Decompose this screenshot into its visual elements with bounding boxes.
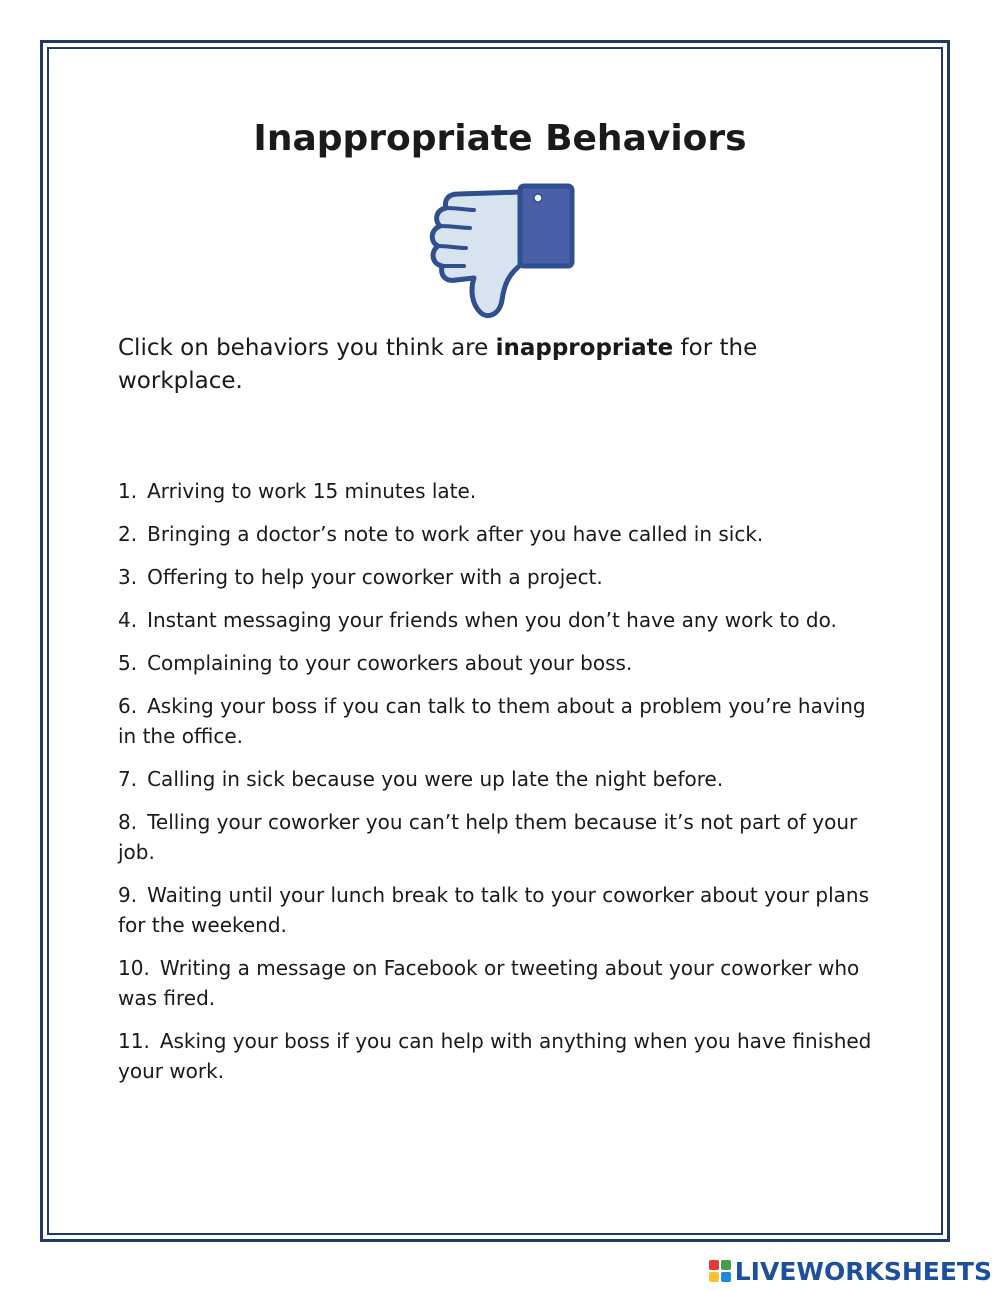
- behavior-item-8[interactable]: 8. Telling your coworker you can’t help them because it’s not part of your job.: [118, 810, 858, 864]
- behavior-item-2[interactable]: 2. Bringing a doctor’s note to work after you have called in sick.: [118, 522, 764, 546]
- instructions-text: Click on behaviors you think are inappropriate for the workplace.: [118, 335, 758, 394]
- behavior-item-3[interactable]: 3. Offering to help your coworker with a project.: [118, 565, 603, 589]
- logo-block: [709, 1272, 719, 1282]
- thumbs-down-icon: [418, 180, 578, 320]
- logo-block: [721, 1260, 731, 1270]
- logo-blocks-icon: [709, 1260, 731, 1282]
- behavior-item-1[interactable]: 1. Arriving to work 15 minutes late.: [118, 479, 477, 503]
- behavior-item-7[interactable]: 7. Calling in sick because you were up late the night before.: [118, 767, 724, 791]
- behavior-item-6[interactable]: 6. Asking your boss if you can talk to them about a problem you’re having in the office.: [118, 694, 866, 748]
- behavior-item-10[interactable]: 10. Writing a message on Facebook or tweeting about your coworker who was fired.: [118, 956, 860, 1010]
- behavior-item-5[interactable]: 5. Complaining to your coworkers about your boss.: [118, 651, 633, 675]
- logo-block: [709, 1260, 719, 1270]
- behavior-item-11[interactable]: 11. Asking your boss if you can help with anything when you have finished your work.: [118, 1029, 872, 1083]
- instructions-emphasis: inappropriate: [495, 335, 674, 361]
- logo-block: [721, 1272, 731, 1282]
- behavior-item-4[interactable]: 4. Instant messaging your friends when you don’t have any work to do.: [118, 608, 837, 632]
- behavior-item-9[interactable]: 9. Waiting until your lunch break to talk to your coworker about your plans for the weekend.: [118, 883, 870, 937]
- liveworksheets-logo: [709, 1256, 992, 1286]
- behavior-list: [118, 476, 888, 1099]
- page-title: Inappropriate Behaviors: [253, 118, 747, 159]
- logo-text: LIVEWORKSHEETS: [734, 1256, 992, 1286]
